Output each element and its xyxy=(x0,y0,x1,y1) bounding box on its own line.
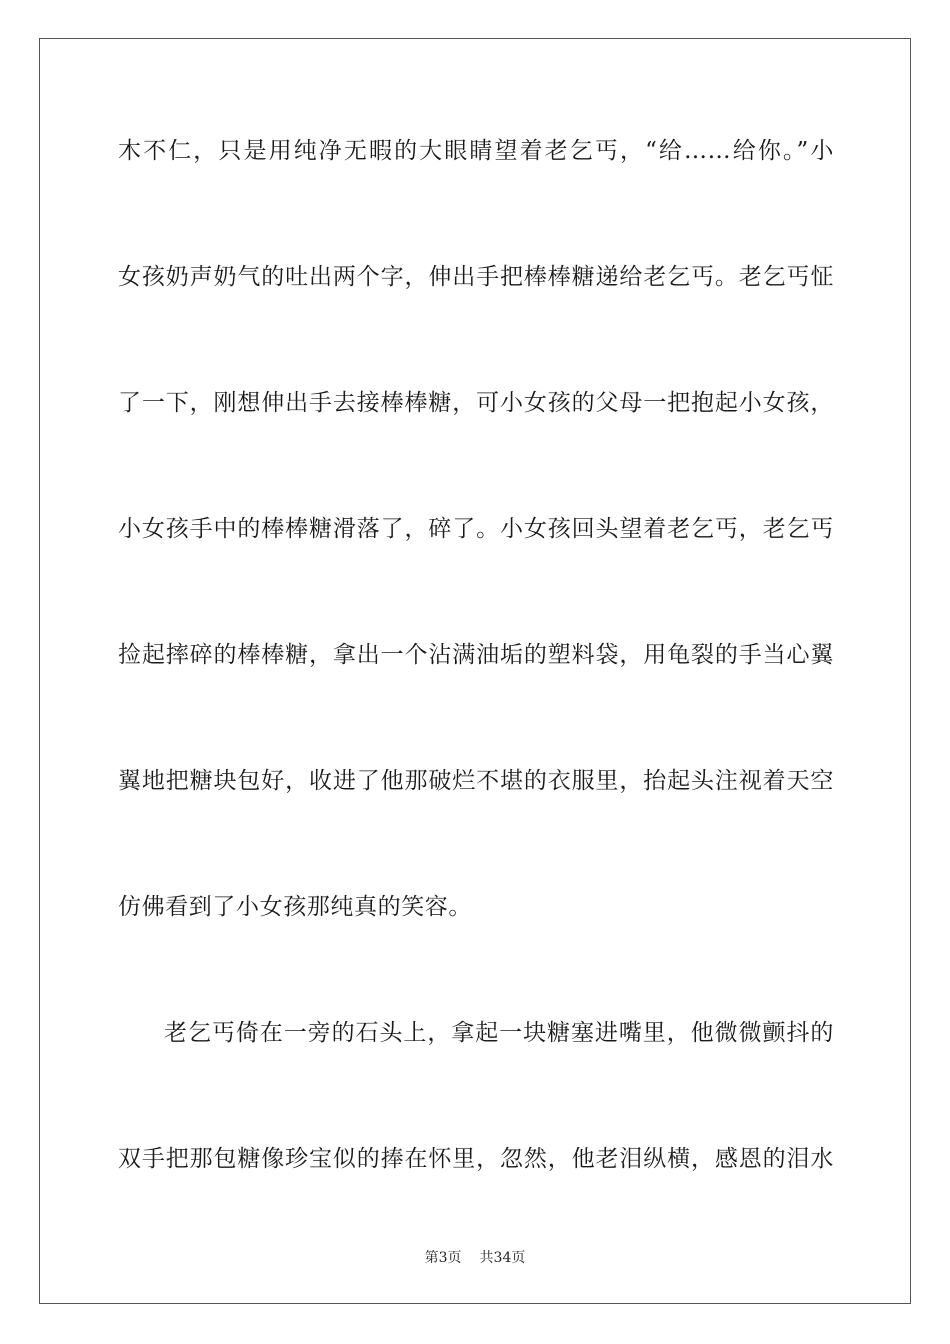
text-line: 捡起摔碎的棒棒糖，拿出一个沾满油垢的塑料袋，用龟裂的手当心翼 xyxy=(118,642,834,668)
text-line-indented: 老乞丐倚在一旁的石头上，拿起一块糖塞进嘴里，他微微颤抖的 xyxy=(164,1020,834,1046)
page-footer xyxy=(0,1247,950,1267)
text-line: 翼地把糖块包好，收进了他那破烂不堪的衣服里，抬起头注视着天空 xyxy=(118,768,834,794)
text-line-last: 仿佛看到了小女孩那纯真的笑容。 xyxy=(118,894,472,920)
text-line: 小女孩手中的棒棒糖滑落了，碎了。小女孩回头望着老乞丐，老乞丐 xyxy=(118,516,834,542)
text-line: 木不仁，只是用纯净无暇的大眼睛望着老乞丐，“给……给你。”小 xyxy=(118,138,834,164)
page-number: 第3页 xyxy=(424,1250,462,1266)
text-line: 了一下，刚想伸出手去接棒棒糖，可小女孩的父母一把抱起小女孩， xyxy=(118,390,834,416)
page-total: 共34页 xyxy=(479,1250,526,1266)
text-line: 女孩奶声奶气的吐出两个字，伸出手把棒棒糖递给老乞丐。老乞丐怔 xyxy=(118,264,834,290)
document-body xyxy=(118,124,834,1258)
text-line: 双手把那包糖像珍宝似的捧在怀里，忽然，他老泪纵横，感恩的泪水 xyxy=(118,1146,834,1172)
